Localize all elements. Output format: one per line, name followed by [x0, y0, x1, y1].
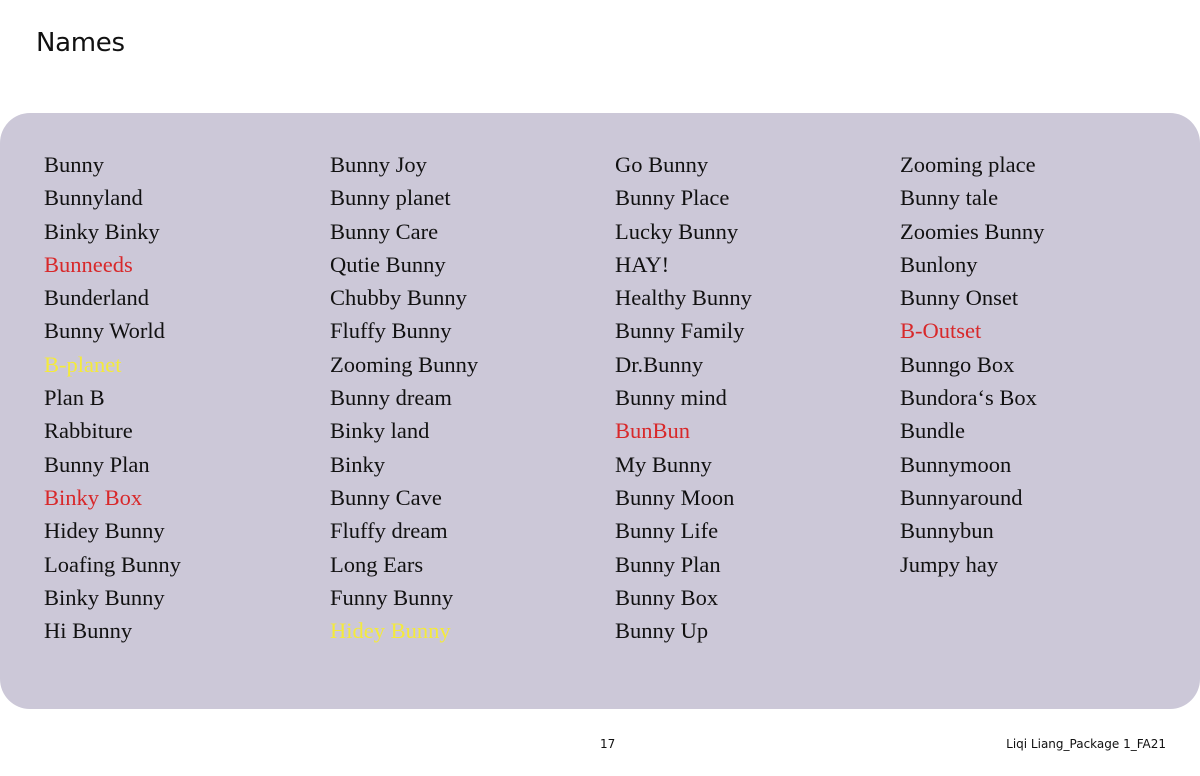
name-item: My Bunny [615, 451, 712, 477]
name-item: Bunneeds [44, 251, 133, 277]
names-column-4 [900, 148, 1044, 581]
name-item: Fluffy Bunny [330, 318, 452, 344]
name-item: Bunny Onset [900, 285, 1019, 311]
name-item: Healthy Bunny [615, 285, 752, 311]
name-item: Bunny Up [615, 618, 709, 644]
name-item: Bunny tale [900, 185, 999, 211]
footer-credit: Liqi Liang_Package 1_FA21 [1006, 737, 1166, 751]
name-item: Bunny Box [615, 584, 719, 610]
name-item: Jumpy hay [900, 551, 999, 577]
name-item: Funny Bunny [330, 584, 454, 610]
name-item: Bundle [900, 418, 965, 444]
name-item: Zooming Bunny [330, 351, 479, 377]
name-item: Rabbiture [44, 418, 133, 444]
name-item: Chubby Bunny [330, 285, 467, 311]
page-title: Names [36, 28, 125, 58]
name-item: Bunderland [44, 285, 149, 311]
name-item: Qutie Bunny [330, 251, 446, 277]
name-item: Bunny mind [615, 385, 727, 411]
name-item: Bunngo Box [900, 351, 1015, 377]
name-item: Bunny [44, 152, 105, 177]
name-item: Binky Binky [44, 218, 160, 244]
name-item: Bunnyaround [900, 484, 1023, 510]
name-item: Binky Box [44, 484, 143, 510]
name-item: BunBun [615, 418, 691, 444]
name-item: Binky Bunny [44, 584, 165, 610]
name-item: Bunlony [900, 251, 978, 277]
name-item: Fluffy dream [330, 518, 448, 544]
name-item: Hi Bunny [44, 618, 133, 644]
name-item: Bunny dream [330, 385, 452, 411]
name-item: Go Bunny [615, 152, 709, 177]
names-column-3 [615, 148, 752, 647]
name-item: Bunnyland [44, 185, 143, 211]
name-item: Bunny World [44, 318, 165, 344]
name-item: Hidey Bunny [330, 618, 451, 644]
name-item: Binky [330, 451, 386, 477]
name-item: Plan B [44, 385, 105, 411]
names-column-1 [44, 148, 181, 647]
page-number: 17 [600, 737, 616, 751]
name-item: B-planet [44, 351, 122, 377]
name-item: Long Ears [330, 551, 424, 577]
name-item: Bunnymoon [900, 451, 1012, 477]
name-item: Bunnybun [900, 518, 994, 544]
name-item: Bunny planet [330, 185, 451, 211]
name-item: Bunny Care [330, 218, 439, 244]
name-item: Bunny Plan [615, 551, 721, 577]
name-item: B-Outset [900, 318, 982, 344]
names-column-2 [330, 148, 478, 647]
name-item: Bunny Moon [615, 484, 735, 510]
name-item: Hidey Bunny [44, 518, 165, 544]
name-item: Binky land [330, 418, 430, 444]
name-item: Bunny Cave [330, 484, 442, 510]
name-item: Bunny Family [615, 318, 745, 344]
name-item: Bunny Joy [330, 152, 427, 177]
name-item: HAY! [615, 251, 670, 277]
name-item: Bunny Plan [44, 451, 150, 477]
name-item: Zooming place [900, 152, 1036, 177]
name-item: Bunny Life [615, 518, 719, 544]
name-item: Dr.Bunny [615, 351, 704, 377]
name-item: Bunny Place [615, 185, 730, 211]
name-item: Loafing Bunny [44, 551, 181, 577]
name-item: Bundora‘s Box [900, 385, 1037, 411]
name-item: Lucky Bunny [615, 218, 739, 244]
name-item: Zoomies Bunny [900, 218, 1045, 244]
